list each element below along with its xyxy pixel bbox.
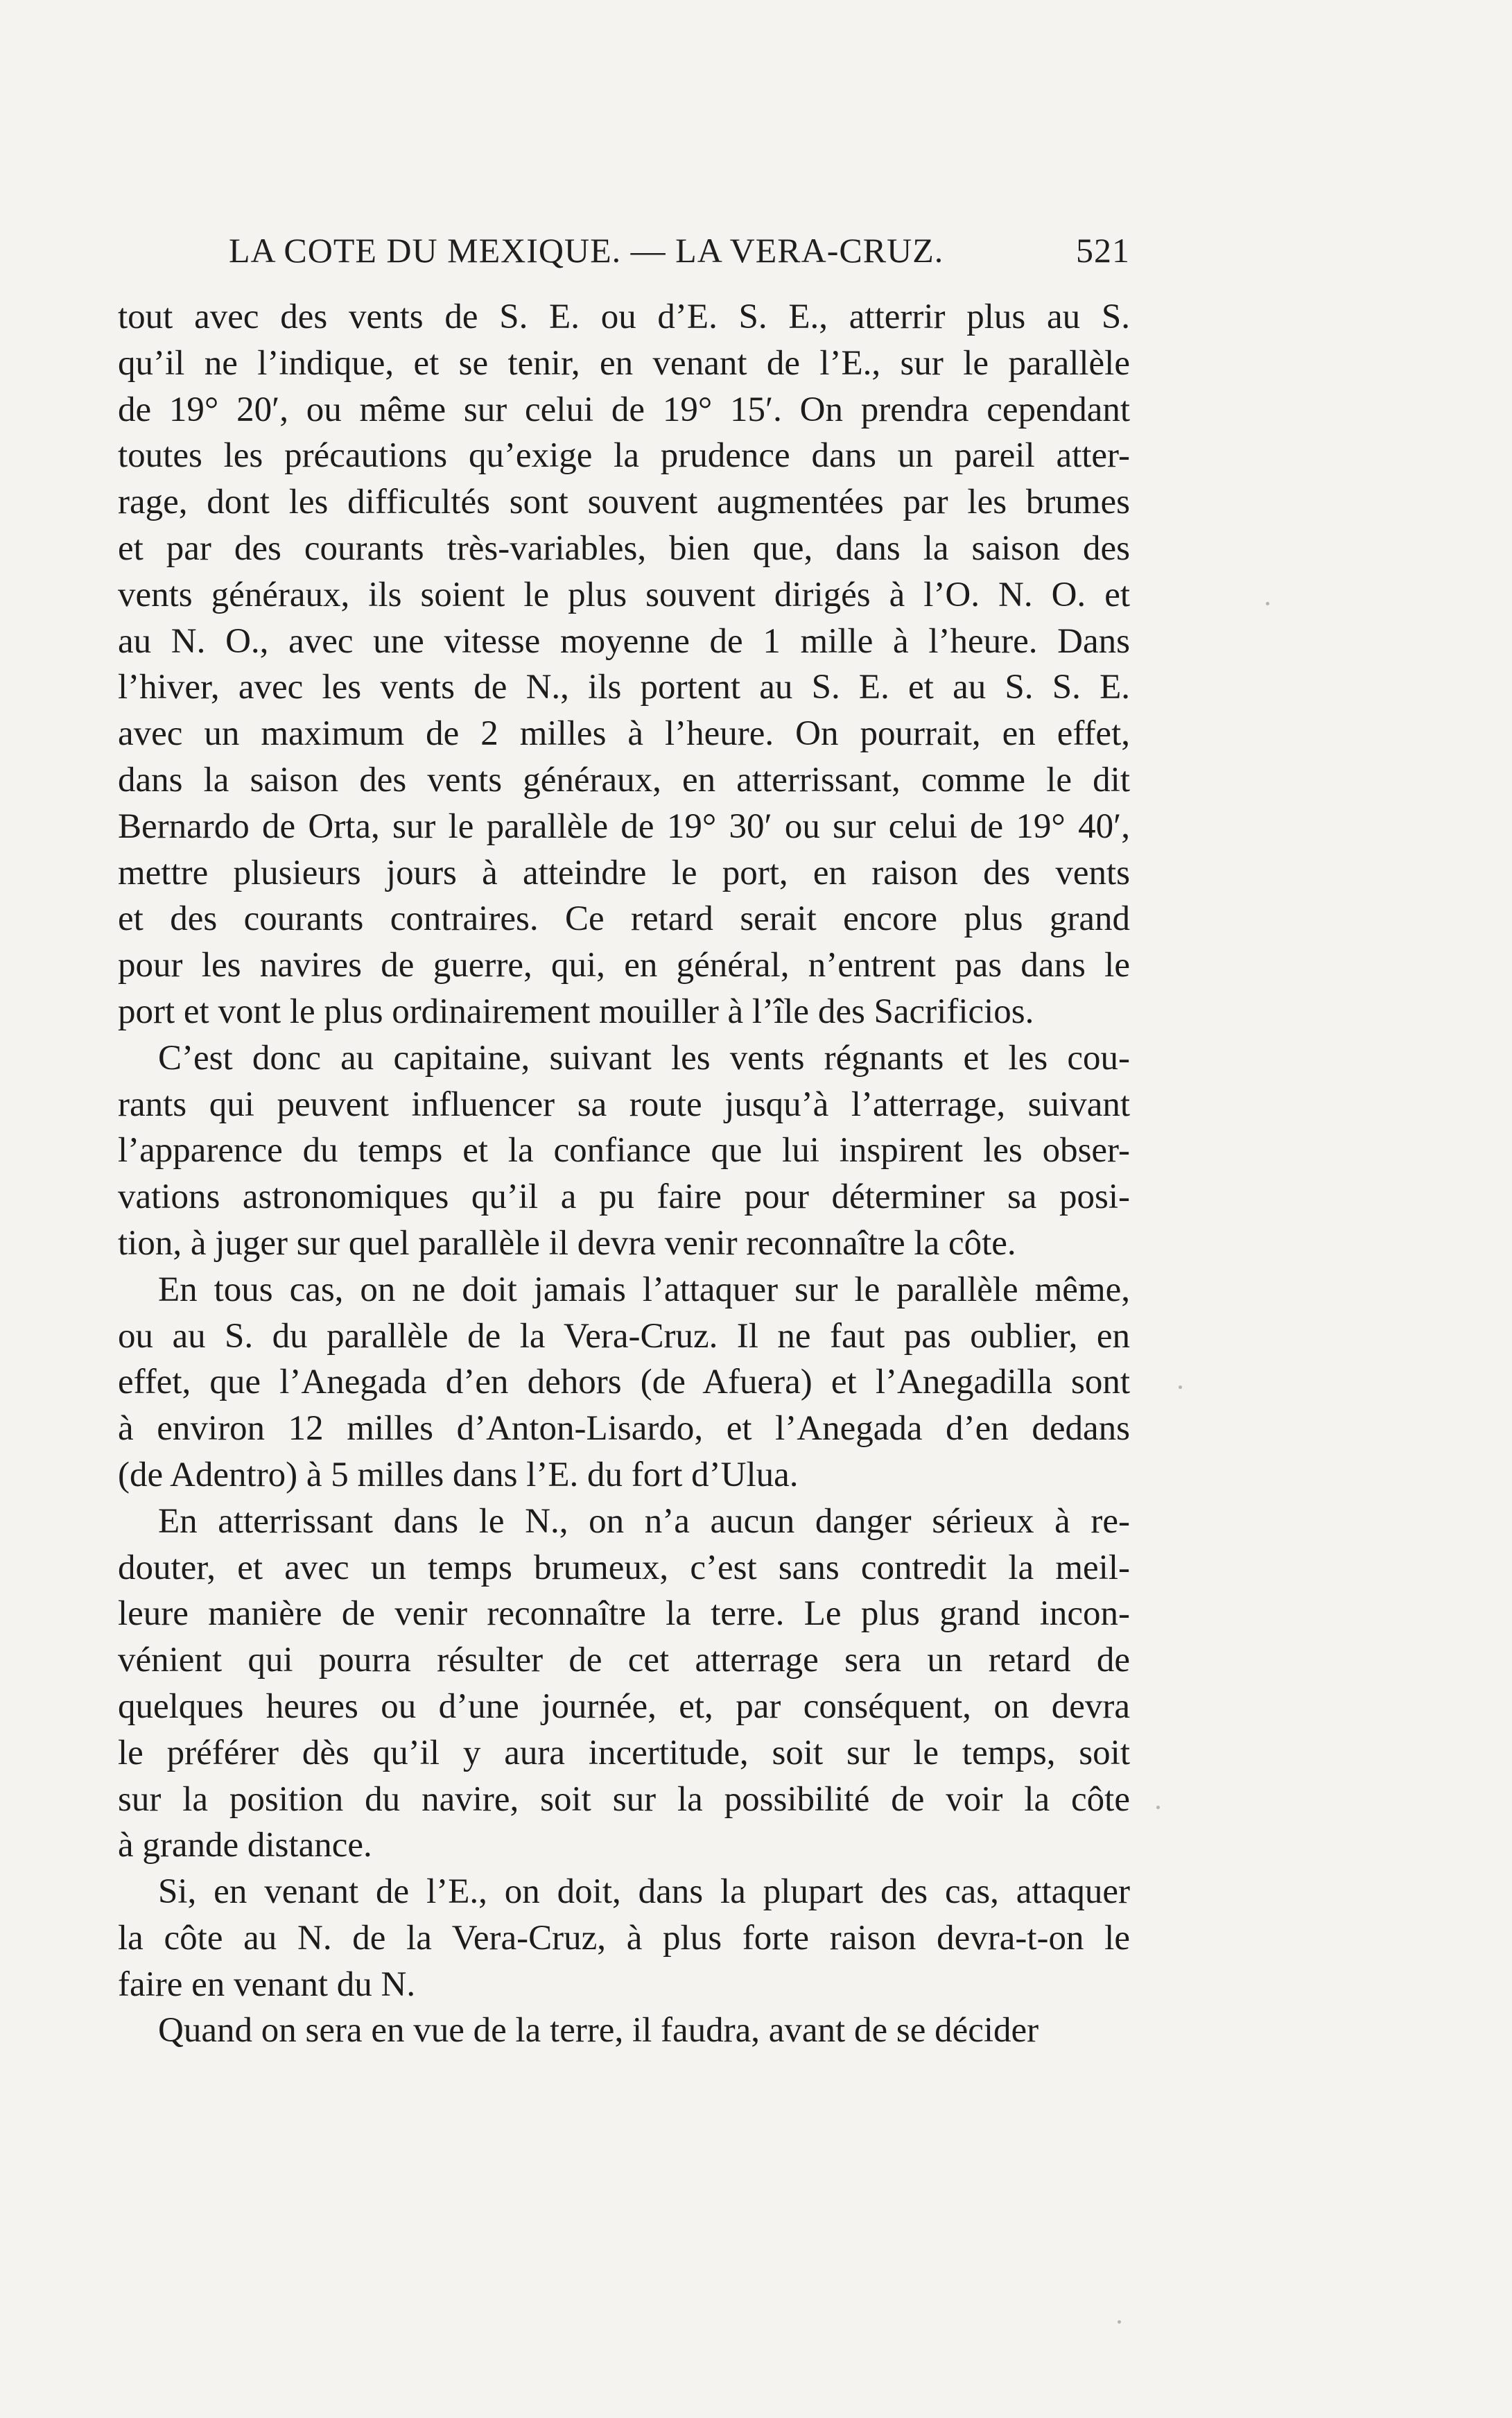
text-line: tion, à juger sur quel parallèle il devra venir reconnaître la côte. — [118, 1223, 1016, 1263]
text-line: avec un maximum de 2 milles à l’heure. On pourrait, en effet, — [118, 714, 1130, 754]
text-line: En tous cas, on ne doit jamais l’attaquer sur le parallèle même, — [158, 1270, 1130, 1309]
text-line: Si, en venant de l’E., on doit, dans la plupart des cas, attaquer — [158, 1872, 1130, 1912]
paragraph — [118, 2007, 1130, 2054]
text-line: dans la saison des vents généraux, en atterrissant, comme le dit — [118, 760, 1130, 800]
body-text — [118, 294, 1130, 2054]
text-line: vénient qui pourra résulter de cet atterrage sera un retard de — [118, 1641, 1130, 1680]
text-line: En atterrissant dans le N., on n’a aucun danger sérieux à re- — [158, 1501, 1130, 1541]
text-line: à environ 12 milles d’Anton-Lisardo, et l’Anegada d’en dedans — [118, 1409, 1130, 1449]
paragraph — [118, 1035, 1130, 1267]
text-line: mettre plusieurs jours à atteindre le port, en raison des vents — [118, 853, 1130, 892]
running-title: LA COTE DU MEXIQUE. — LA VERA-CRUZ. — [229, 231, 944, 270]
text-line: rants qui peuvent influencer sa route jusqu’à l’atterrage, suivant — [118, 1085, 1130, 1124]
text-line: (de Adentro) à 5 milles dans l’E. du fort d’Ulua. — [118, 1455, 799, 1494]
text-line: qu’il ne l’indique, et se tenir, en venant de l’E., sur le parallèle — [118, 343, 1130, 383]
text-line: sur la position du navire, soit sur la possibilité de voir la côte — [118, 1779, 1130, 1819]
text-line: au N. O., avec une vitesse moyenne de 1 mille à l’heure. Dans — [118, 621, 1130, 661]
text-line: vents généraux, ils soient le plus souvent dirigés à l’O. N. O. et — [118, 575, 1130, 614]
paragraph — [118, 1869, 1130, 2007]
text-line: port et vont le plus ordinairement mouiller à l’île des Sacrificios. — [118, 992, 1034, 1031]
page-number: 521 — [1076, 231, 1130, 270]
paper-speck — [1118, 2320, 1121, 2324]
text-line: le préférer dès qu’il y aura incertitude, soit sur le temps, soit — [118, 1733, 1130, 1772]
paper-speck — [1156, 1806, 1160, 1809]
running-header — [229, 230, 1130, 279]
text-line: effet, que l’Anegada d’en dehors (de Afuera) et l’Anegadilla sont — [118, 1363, 1130, 1402]
text-line: douter, et avec un temps brumeux, c’est sans contredit la meil- — [118, 1548, 1130, 1587]
text-line: de 19° 20′, ou même sur celui de 19° 15′. On prendra cependant — [118, 390, 1130, 429]
text-line: quelques heures ou d’une journée, et, par conséquent, on devra — [118, 1686, 1130, 1726]
text-line: la côte au N. de la Vera-Cruz, à plus forte raison devra-t-on le — [118, 1918, 1130, 1958]
paragraph — [118, 1499, 1130, 1869]
text-line: à grande distance. — [118, 1826, 372, 1865]
text-line: l’apparence du temps et la confiance que lui inspirent les obser- — [118, 1131, 1130, 1171]
text-line: et des courants contraires. Ce retard serait encore plus grand — [118, 899, 1130, 939]
text-line: Quand on sera en vue de la terre, il faudra, avant de se décider — [158, 2011, 1039, 2050]
text-line: vations astronomiques qu’il a pu faire pour déterminer sa posi- — [118, 1177, 1130, 1217]
text-line: leure manière de venir reconnaître la terre. Le plus grand incon- — [118, 1594, 1130, 1634]
text-line: et par des courants très-variables, bien que, dans la saison des — [118, 528, 1130, 568]
text-line: tout avec des vents de S. E. ou d’E. S. E., atterrir plus au S. — [118, 297, 1130, 336]
text-line: Bernardo de Orta, sur le parallèle de 19° 30′ ou sur celui de 19° 40′, — [118, 806, 1130, 846]
text-line: rage, dont les difficultés sont souvent augmentées par les brumes — [118, 483, 1130, 522]
paper-speck — [1179, 1385, 1182, 1389]
text-line: l’hiver, avec les vents de N., ils portent au S. E. et au S. S. E. — [118, 668, 1130, 707]
text-line: toutes les précautions qu’exige la prudence dans un pareil atter- — [118, 436, 1130, 476]
paragraph — [118, 1267, 1130, 1499]
text-line: faire en venant du N. — [118, 1964, 416, 2004]
paragraph — [118, 294, 1130, 1035]
text-line: pour les navires de guerre, qui, en général, n’entrent pas dans le — [118, 946, 1130, 985]
paper-speck — [1266, 602, 1269, 605]
text-line: C’est donc au capitaine, suivant les vents régnants et les cou- — [158, 1038, 1130, 1078]
text-line: ou au S. du parallèle de la Vera-Cruz. Il ne faut pas oublier, en — [118, 1316, 1130, 1356]
